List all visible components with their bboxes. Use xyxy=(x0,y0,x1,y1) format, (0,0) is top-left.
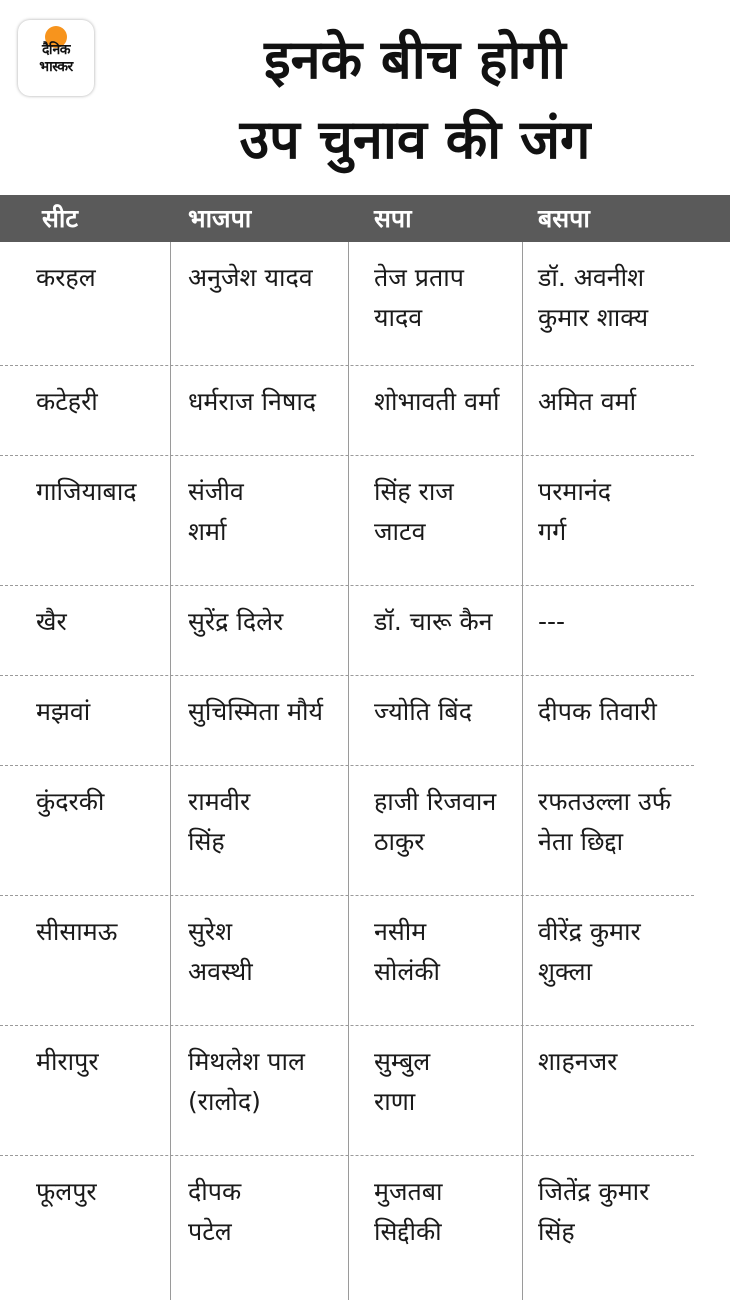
seat-cell: सीसामऊ xyxy=(36,917,118,946)
headline-line-2: उप चुनाव की जंग xyxy=(239,108,591,171)
candidates-table xyxy=(0,195,730,1300)
header-sp: सपा xyxy=(374,204,412,233)
sp-cell: हाजी रिजवान ठाकुर xyxy=(374,787,497,856)
table-row xyxy=(0,242,730,366)
bjp-cell: धर्मराज निषाद xyxy=(188,387,317,416)
bjp-cell: दीपक पटेल xyxy=(188,1177,242,1246)
sp-cell: नसीम सोलंकी xyxy=(374,917,441,986)
seat-cell: खैर xyxy=(36,607,67,636)
logo-line-2: भास्कर xyxy=(39,59,73,75)
sp-cell: मुजतबा सिद्दीकी xyxy=(374,1177,443,1246)
seat-cell: मीरापुर xyxy=(36,1047,99,1076)
sp-cell: सिंह राज जाटव xyxy=(374,477,454,546)
table-row xyxy=(0,676,730,766)
dainik-bhaskar-logo xyxy=(18,20,94,96)
table-row xyxy=(0,896,730,1026)
logo-line-1: दैनिक xyxy=(41,42,71,58)
headline xyxy=(100,20,730,180)
bsp-cell: वीरेंद्र कुमार शुक्ला xyxy=(538,917,641,986)
table-header xyxy=(0,195,730,242)
seat-cell: कुंदरकी xyxy=(36,787,105,816)
bsp-cell: --- xyxy=(538,607,566,636)
sp-cell: डॉ. चारू कैन xyxy=(374,607,493,636)
bjp-cell: सुरेंद्र दिलेर xyxy=(188,607,284,636)
seat-cell: कटेहरी xyxy=(36,387,98,416)
sp-cell: शोभावती वर्मा xyxy=(374,387,500,416)
sp-cell: ज्योति बिंद xyxy=(374,697,472,726)
bsp-cell: डॉ. अवनीश कुमार शाक्य xyxy=(538,263,649,332)
bsp-cell: दीपक तिवारी xyxy=(538,697,657,726)
bjp-cell: सुरेश अवस्थी xyxy=(188,917,253,986)
sp-cell: सुम्बुल राणा xyxy=(374,1047,431,1116)
bjp-cell: अनुजेश यादव xyxy=(188,263,313,292)
bjp-cell: संजीव शर्मा xyxy=(188,477,244,546)
bjp-cell: सुचिस्मिता मौर्य xyxy=(188,697,323,726)
sp-cell: तेज प्रताप यादव xyxy=(374,263,464,332)
header-seat: सीट xyxy=(42,204,78,233)
bsp-cell: अमित वर्मा xyxy=(538,387,637,416)
table-row xyxy=(0,366,730,456)
table-row xyxy=(0,456,730,586)
bjp-cell: मिथलेश पाल (रालोद) xyxy=(188,1047,305,1116)
seat-cell: गाजियाबाद xyxy=(36,477,137,506)
headline-line-1: इनके बीच होगी xyxy=(264,28,566,91)
table-row xyxy=(0,766,730,896)
table-row xyxy=(0,586,730,676)
bsp-cell: रफतउल्ला उर्फ नेता छिद्दा xyxy=(538,787,672,856)
header-bsp: बसपा xyxy=(538,204,590,233)
seat-cell: मझवां xyxy=(36,697,91,726)
table-body xyxy=(0,242,730,1300)
seat-cell: फूलपुर xyxy=(36,1177,97,1206)
bsp-cell: जितेंद्र कुमार सिंह xyxy=(538,1177,650,1246)
table-row xyxy=(0,1156,730,1300)
bjp-cell: रामवीर सिंह xyxy=(188,787,251,856)
seat-cell: करहल xyxy=(36,263,96,292)
table-row xyxy=(0,1026,730,1156)
bsp-cell: शाहनजर xyxy=(538,1047,618,1076)
bsp-cell: परमानंद गर्ग xyxy=(538,477,612,546)
header-bjp: भाजपा xyxy=(188,204,252,233)
